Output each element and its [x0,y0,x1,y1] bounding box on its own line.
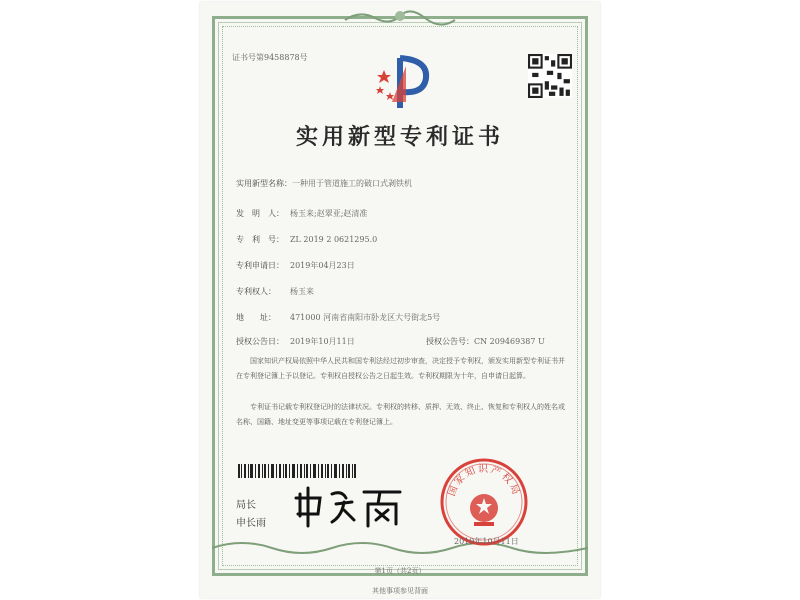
director-label: 局长 [236,500,256,511]
body-paragraph-1: 国家知识产权局依照中华人民共和国专利法经过初步审查，决定授予专利权，颁发实用新型专利证书并在专利登记簿上予以登记。专利权自授权公告之日起生效。专利权期限为十年，自申请日起算。 [236,357,565,380]
seal-date: 2019年10月11日 [454,537,519,546]
field-inventor: 发 明 人： 杨玉来;赵翠亚;赵清准 [236,209,368,218]
certificate-title: 实用新型专利证书 [295,124,504,150]
field-grant-date: 授权公告日： 2019年10月11日 [236,337,355,346]
certificate-number: 证书号第9458878号 [232,53,308,62]
field-utility-name: 实用新型名称：一种用于管道施工的破口式剥铁机 [236,179,412,188]
field-patentee: 专利权人： 杨玉来 [236,287,314,296]
field-address: 地 址： 471000 河南省南阳市卧龙区大号街北5号 [236,313,441,322]
director-name-label: 申长雨 [236,518,266,529]
footer-note: 其他事项参见背面 [372,587,428,595]
certificate-page [200,2,600,598]
bottom-ornament-icon [212,538,588,558]
page-number: 第1页（共2页） [374,567,426,575]
official-seal-icon [438,456,530,548]
field-grant-number: 授权公告号：CN 209469387 U [426,337,545,346]
svg-text:国家知识产权局: 国家知识产权局 [446,464,522,498]
top-ornament-icon [340,8,460,26]
body-paragraph-2: 专利证书记载专利权登记时的法律状况。专利权的转移、质押、无效、终止、恢复和专利权人的姓名或名称、国籍、地址变更等事项记载在专利登记簿上。 [236,403,565,426]
signature-icon [292,480,412,532]
qr-code-icon [528,54,572,98]
patent-office-logo-icon [370,52,432,114]
field-patent-number: 专 利 号： ZL 2019 2 0621295.0 [236,235,378,244]
field-application-date: 专利申请日： 2019年04月23日 [236,261,355,270]
barcode-icon [238,464,356,478]
